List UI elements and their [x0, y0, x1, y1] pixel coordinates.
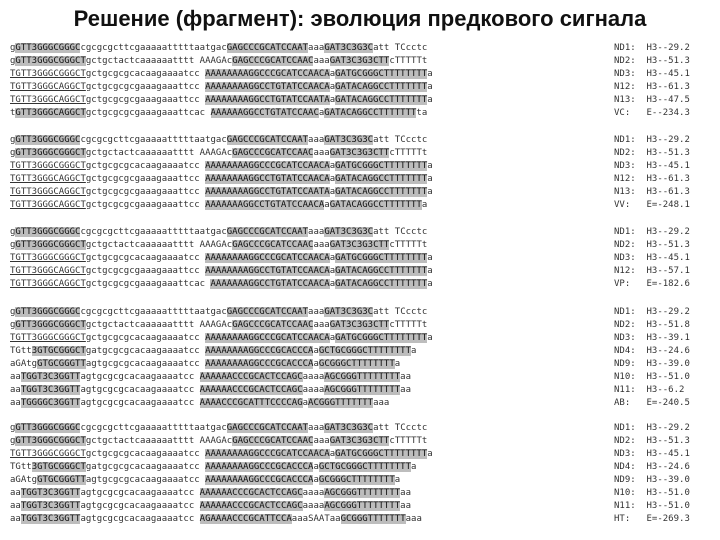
alignment-block — [10, 306, 710, 410]
sequence-text: TGTT3GGGCAGGCTgctgcgcgcgaaagaaattcc AAAAAAAAGGCCTGTATCCAACAaGATACAGGCCTTTTTTTa — [10, 82, 433, 92]
sequence-label: N13: H3--61.3 — [614, 187, 690, 197]
sequence-label: ND3: H3--45.1 — [614, 449, 690, 459]
sequence-text: TGTT3GGGCAGGCTgctgcgcgcgaaagaaattcc AAAAAAAGGCCTGTATCCAACAaGATACAGGCCTTTTTTTa — [10, 200, 428, 210]
sequence-text: tGTT3GGGCAGGCTgctgcgcgcgaaagaaattcac AAAAAAGGCCTGTATCCAACaGATACAGGCCTTTTTTTta — [10, 108, 428, 118]
alignment-row — [10, 332, 710, 345]
alignment-row — [10, 55, 710, 68]
sequence-label: AB: E=-240.5 — [614, 398, 690, 408]
sequence-label: N11: H3--51.0 — [614, 501, 690, 511]
alignment-block — [10, 226, 710, 291]
sequence-label: ND3: H3--45.1 — [614, 161, 690, 171]
sequence-label: HT: E=-269.3 — [614, 514, 690, 524]
sequence-text: TGTT3GGGCAGGCTgctgcgcgcgaaagaaattcc AAAAAAAAGGCCTGTATCCAATAaGATACAGGCCTTTTTTTa — [10, 187, 433, 197]
alignment-row — [10, 252, 710, 265]
alignment-row — [10, 345, 710, 358]
sequence-label: N10: H3--51.0 — [614, 372, 690, 382]
sequence-text: aaTGGT3C3GGTTagtgcgcgcacaagaaaatcc AAAAAACCCGCACTCCAGCaaaaAGCGGGTTTTTTTTaa — [10, 372, 412, 382]
sequence-label: ND9: H3--39.0 — [614, 359, 690, 369]
sequence-label: N10: H3--51.0 — [614, 488, 690, 498]
sequence-label: ND4: H3--24.6 — [614, 346, 690, 356]
alignment-row — [10, 461, 710, 474]
sequence-text: TGtt3GTGCGGGCTgatgcgcgcacaagaaaatcc AAAAAAAAGGCCCGCACCCAaGCTGCGGGCTTTTTTTTa — [10, 346, 417, 356]
sequence-label: N13: H3--47.5 — [614, 95, 690, 105]
alignment-row — [10, 513, 710, 526]
alignment-row — [10, 160, 710, 173]
sequence-label: N12: H3--61.3 — [614, 174, 690, 184]
sequence-label: ND3: H3--45.1 — [614, 253, 690, 263]
alignment-row — [10, 81, 710, 94]
sequence-text: aGAtgGTGCGGGTTagtgcgcgcacaagaaaatcc AAAAAAAAGGCCCGCACCCAaGCGGGCTTTTTTTTa — [10, 359, 401, 369]
alignment-row — [10, 319, 710, 332]
alignment-row — [10, 134, 710, 147]
alignment-block — [10, 42, 710, 120]
alignment-row — [10, 422, 710, 435]
alignment-row — [10, 173, 710, 186]
alignment-row — [10, 147, 710, 160]
alignment-row — [10, 199, 710, 212]
sequence-text: TGtt3GTGCGGGCTgatgcgcgcacaagaaaatcc AAAAAAAAGGCCCGCACCCAaGCTGCGGGCTTTTTTTTa — [10, 462, 417, 472]
alignment-row — [10, 500, 710, 513]
sequence-text: TGTT3GGGCAGGCTgctgcgcgcgaaagaaattcac AAAAAAAGGCCTGTATCCAACAaGATACAGGCCTTTTTTTa — [10, 279, 433, 289]
alignment-row — [10, 487, 710, 500]
sequence-label: ND9: H3--39.0 — [614, 475, 690, 485]
sequence-label: VP: E=-182.6 — [614, 279, 690, 289]
sequence-label: ND3: H3--39.1 — [614, 333, 690, 343]
sequence-text: aaTGGT3C3GGTTagtgcgcgcacaagaaaatcc AAAAAACCCGCACTCCAGCaaaaAGCGGGTTTTTTTTaa — [10, 488, 412, 498]
alignment-row — [10, 107, 710, 120]
alignment-row — [10, 265, 710, 278]
sequence-label: ND2: H3--51.3 — [614, 240, 690, 250]
sequence-label: ND2: H3--51.3 — [614, 436, 690, 446]
sequence-text: gGTT3GGGCGGGCcgcgcgcttcgaaaaatttttaatgacGAGCCCGCATCCAATaaaGAT3C3G3Catt TCcctc — [10, 307, 428, 317]
alignment-row — [10, 448, 710, 461]
sequence-text: gGTT3GGGCGGGCcgcgcgcttcgaaaaatttttaatgacGAGCCCGCATCCAATaaaGAT3C3G3Catt TCcctc — [10, 43, 428, 53]
sequence-label: ND2: H3--51.3 — [614, 56, 690, 66]
sequence-text: aaTGGT3C3GGTTagtgcgcgcacaagaaaatcc AAAAAACCCGCACTCCAGCaaaaAGCGGGTTTTTTTTaa — [10, 385, 412, 395]
page-title: Решение (фрагмент): эволюция предкового сигнала — [73, 6, 647, 31]
sequence-text: gGTT3GGGCGGGCcgcgcgcttcgaaaaatttttaatgacGAGCCCGCATCCAATaaaGAT3C3G3Catt TCcctc — [10, 227, 428, 237]
alignment-row — [10, 474, 710, 487]
sequence-text: aaTGGT3C3GGTTagtgcgcgcacaagaaaatcc AAAAAACCCGCACTCCAGCaaaaAGCGGGTTTTTTTTaa — [10, 501, 412, 511]
sequence-text: TGTT3GGGCGGGCTgctgcgcgcacaagaaaatcc AAAAAAAAGGCCCGCATCCAACAaGATGCGGGCTTTTTTTTa — [10, 161, 433, 171]
alignment-row — [10, 306, 710, 319]
sequence-text: TGTT3GGGCAGGCTgctgcgcgcgaaagaaattcc AAAAAAAAGGCCTGTATCCAATAaGATACAGGCCTTTTTTTa — [10, 95, 433, 105]
alignment-block — [10, 422, 710, 526]
sequence-text: TGTT3GGGCGGGCTgctgcgcgcacaagaaaatcc AAAAAAAAGGCCCGCATCCAACAaGATGCGGGCTTTTTTTTa — [10, 333, 433, 343]
sequence-text: TGTT3GGGCGGGCTgctgcgcgcacaagaaaatcc AAAAAAAAGGCCCGCATCCAACAaGATGCGGGCTTTTTTTTa — [10, 253, 433, 263]
alignment-row — [10, 186, 710, 199]
alignment-row — [10, 397, 710, 410]
sequence-label: ND4: H3--24.6 — [614, 462, 690, 472]
sequence-label: ND1: H3--29.2 — [614, 307, 690, 317]
sequence-text: gGTT3GGGCGGGCTgctgctactcaaaaaatttt AAAGAcGAGCCCGCATCCAACaaaGAT3C3G3CTTcTTTTTt — [10, 56, 428, 66]
sequence-text: TGTT3GGGCAGGCTgctgcgcgcgaaagaaattcc AAAAAAAAGGCCTGTATCCAACAaGATACAGGCCTTTTTTTa — [10, 266, 433, 276]
sequence-label: ND1: H3--29.2 — [614, 43, 690, 53]
alignment-block — [10, 134, 710, 212]
alignment-row — [10, 42, 710, 55]
sequence-text: gGTT3GGGCGGGCTgctgctactcaaaaaatttt AAAGAcGAGCCCGCATCCAACaaaGAT3C3G3CTTcTTTTTt — [10, 436, 428, 446]
sequence-label: VV: E=-248.1 — [614, 200, 690, 210]
sequence-label: ND2: H3--51.3 — [614, 148, 690, 158]
sequence-text: TGTT3GGGCGGGCTgctgcgcgcacaagaaaatcc AAAAAAAAGGCCCGCATCCAACAaGATGCGGGCTTTTTTTTa — [10, 69, 433, 79]
sequence-text: gGTT3GGGCGGGCTgctgctactcaaaaaatttt AAAGAcGAGCCCGCATCCAACaaaGAT3C3G3CTTcTTTTTt — [10, 240, 428, 250]
sequence-label: N11: H3--6.2 — [614, 385, 685, 395]
alignment-row — [10, 239, 710, 252]
sequence-label: N12: H3--57.1 — [614, 266, 690, 276]
sequence-text: gGTT3GGGCGGGCcgcgcgcttcgaaaaatttttaatgacGAGCCCGCATCCAATaaaGAT3C3G3Catt TCcctc — [10, 423, 428, 433]
sequence-text: aaTGGGGC3GGTTagtgcgcgcacaagaaaatcc AAAACCCGCATTTCCCCAGaACGGGTTTTTTTaaa — [10, 398, 390, 408]
alignment-row — [10, 226, 710, 239]
sequence-label: ND1: H3--29.2 — [614, 135, 690, 145]
alignment-row — [10, 278, 710, 291]
alignment-row — [10, 435, 710, 448]
sequence-text: gGTT3GGGCGGGCcgcgcgcttcgaaaaatttttaatgacGAGCCCGCATCCAATaaaGAT3C3G3Catt TCcctc — [10, 135, 428, 145]
sequence-label: N12: H3--61.3 — [614, 82, 690, 92]
alignment-row — [10, 371, 710, 384]
sequence-text: gGTT3GGGCGGGCTgctgctactcaaaaaatttt AAAGAcGAGCCCGCATCCAACaaaGAT3C3G3CTTcTTTTTt — [10, 148, 428, 158]
sequence-label: ND1: H3--29.2 — [614, 227, 690, 237]
sequence-label: ND1: H3--29.2 — [614, 423, 690, 433]
sequence-label: VC: E--234.3 — [614, 108, 690, 118]
sequence-label: ND2: H3--51.8 — [614, 320, 690, 330]
alignment-row — [10, 94, 710, 107]
sequence-text: TGTT3GGGCGGGCTgctgcgcgcacaagaaaatcc AAAAAAAAGGCCCGCATCCAACAaGATGCGGGCTTTTTTTTa — [10, 449, 433, 459]
alignment-row — [10, 68, 710, 81]
alignment-row — [10, 358, 710, 371]
sequence-text: aGAtgGTGCGGGTTagtgcgcgcacaagaaaatcc AAAAAAAAGGCCCGCACCCAaGCGGGCTTTTTTTTa — [10, 475, 401, 485]
sequence-label: ND3: H3--45.1 — [614, 69, 690, 79]
alignment-row — [10, 384, 710, 397]
sequence-text: TGTT3GGGCAGGCTgctgcgcgcgaaagaaattcc AAAAAAAAGGCCTGTATCCAACAaGATACAGGCCTTTTTTTa — [10, 174, 433, 184]
sequence-text: aaTGGT3C3GGTTagtgcgcgcacaagaaaatcc AGAAAACCCGCATTCCAaaaSAATaaGCGGGTTTTTTTaaa — [10, 514, 422, 524]
sequence-text: gGTT3GGGCGGGCTgctgctactcaaaaaatttt AAAGAcGAGCCCGCATCCAACaaaGAT3C3G3CTTcTTTTTt — [10, 320, 428, 330]
